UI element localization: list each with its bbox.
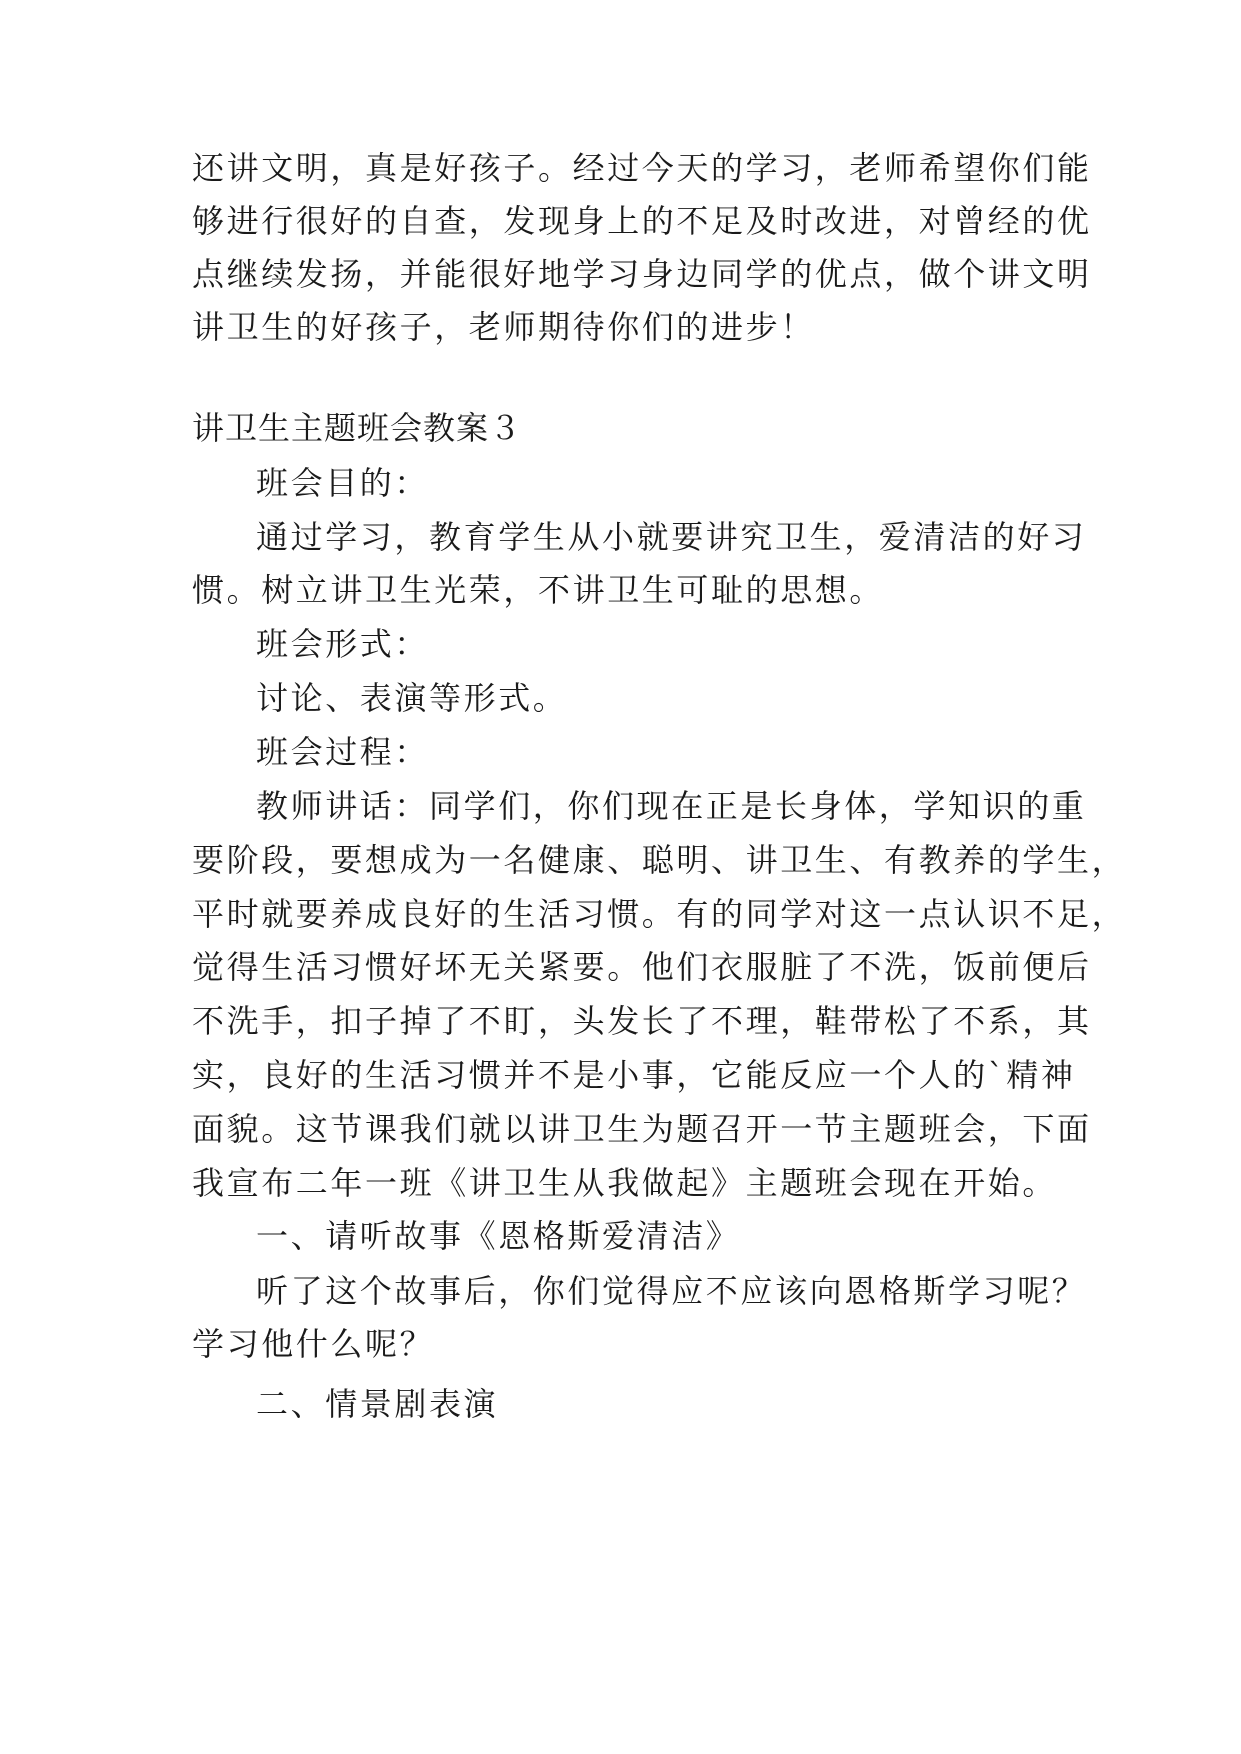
purpose-heading: 班会目的： xyxy=(256,464,430,502)
paragraph-line: 觉得生活习惯好坏无关紧要。他们衣服脏了不洗，饭前便后 xyxy=(192,948,1092,986)
paragraph-line: 还讲文明，真是好孩子。经过今天的学习，老师希望你们能 xyxy=(192,149,1092,187)
paragraph-line: 面貌。这节课我们就以讲卫生为题召开一节主题班会，下面 xyxy=(192,1110,1092,1148)
paragraph-line: 平时就要养成良好的生活习惯。有的同学对这一点认识不足， xyxy=(192,895,1127,933)
step-one-heading: 一、请听故事《恩格斯爱清洁》 xyxy=(256,1217,741,1255)
paragraph-line: 我宣布二年一班《讲卫生从我做起》主题班会现在开始。 xyxy=(192,1164,1058,1202)
paragraph-line: 点继续发扬，并能很好地学习身边同学的优点，做个讲文明 xyxy=(192,255,1092,293)
paragraph-line: 学习他什么呢？ xyxy=(192,1325,435,1363)
paragraph-line: 不洗手，扣子掉了不盯，头发长了不理，鞋带松了不系，其 xyxy=(192,1002,1092,1040)
paragraph-line: 实，良好的生活习惯并不是小事，它能反应一个人的`精神 xyxy=(192,1056,1076,1094)
paragraph-line: 惯。树立讲卫生光荣，不讲卫生可耻的思想。 xyxy=(192,571,885,609)
paragraph-line: 讨论、表演等形式。 xyxy=(256,679,568,717)
paragraph-line: 听了这个故事后，你们觉得应不应该向恩格斯学习呢？ xyxy=(256,1272,1087,1310)
paragraph-line: 够进行很好的自查，发现身上的不足及时改进，对曾经的优 xyxy=(192,202,1092,240)
paragraph-line: 要阶段，要想成为一名健康、聪明、讲卫生、有教养的学生， xyxy=(192,841,1127,879)
step-two-heading: 二、情景剧表演 xyxy=(256,1385,499,1423)
form-heading: 班会形式： xyxy=(256,625,430,663)
section-title: 讲卫生主题班会教案３ xyxy=(192,409,523,447)
process-heading: 班会过程： xyxy=(256,733,430,771)
paragraph-line: 教师讲话：同学们，你们现在正是长身体，学知识的重 xyxy=(256,787,1087,825)
paragraph-line: 通过学习，教育学生从小就要讲究卫生，爱清洁的好习 xyxy=(256,518,1087,556)
paragraph-line: 讲卫生的好孩子，老师期待你们的进步！ xyxy=(192,308,815,346)
